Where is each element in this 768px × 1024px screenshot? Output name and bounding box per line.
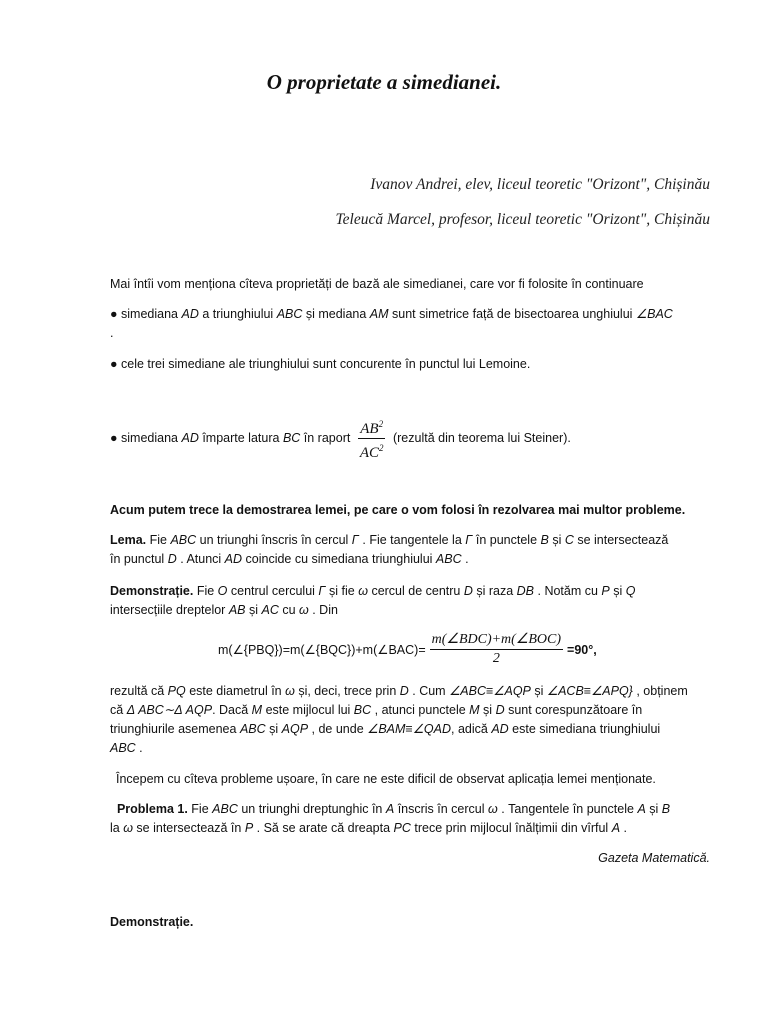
easy-problems-paragraph: Începem cu cîteva probleme ușoare, în care ne este dificil de observat aplicația lemei menționate.: [116, 772, 656, 786]
author-line-1: Ivanov Andrei, elev, liceul teoretic "Orizont", Chișinău: [370, 176, 710, 193]
problem-source: Gazeta Matematică.: [598, 851, 710, 865]
formula-fraction: $\frac{\text{m(∠BDC)+m(∠BOC)}}{2}$: [431, 632, 562, 666]
paper-title: O proprietate a simedianei.: [266, 70, 502, 94]
transition-paragraph: Acum putem trece la demostrarea lemei, pe care o vom folosi în rezolvarea mai multor probleme.: [110, 503, 686, 517]
intro-paragraph: Mai întîi vom menționa cîteva proprietăți de bază ale simedianei, care vor fi folosite în continuare: [110, 277, 644, 291]
bullet-lemoine: ● cele trei simediane ale triunghiului sunt concurente în punctul lui Lemoine.: [110, 357, 531, 371]
proof-continuation: rezultă că PQ este diametrul în ω și, deci, trece prin D . Cum ∠ABC≡∠AQP și ∠ACB≡∠APQ} , obținem că Δ ABC∼Δ AQP. Dacă M este mijlocul lui BC , atunci punctele M și D sunt corespunzătoare în triunghiurile asemenea ABC și AQP , de unde ∠BAM≡∠QAD, adică AD este simediana triunghiului ABC .: [110, 684, 688, 755]
proof-paragraph: Demonstrație. Fie O centrul cercului Γ și fie ω cercul de centru D și raza DB . Notăm cu P și Q intersecțiile dreptelor AB și AC cu ω . Din: [110, 584, 636, 617]
lemma-label: Lema.: [110, 533, 147, 547]
problem-1-label: Problema 1.: [116, 802, 188, 816]
final-proof-label: Demonstrație.: [110, 915, 194, 929]
ratio-fraction: $\frac{AB^2}{AC^2}$: [358, 415, 386, 462]
proof-label: Demonstrație.: [110, 584, 194, 598]
bullet-symmetry: ● simediana AD a triunghiului ABC și mediana AM sunt simetrice față de bisectoarea unghiului ∠BAC .: [110, 307, 673, 340]
lemma-paragraph: Lema. Fie ABC un triunghi înscris în cercul Γ . Fie tangentele la Γ în punctele B și C se intersectează în punctul D . Atunci AD coincide cu simediana triunghiului ABC .: [110, 533, 669, 566]
author-line-2: Teleucă Marcel, profesor, liceul teoretic "Orizont", Chișinău: [335, 211, 710, 228]
problem-1: Problema 1. Fie ABC un triunghi dreptunghic în A înscris în cercul ω . Tangentele în punctele A și B la ω se intersectează în P . Să se arate că dreapta PC trece prin mijlocul înălțimii din vîrful A .: [110, 802, 671, 835]
angle-formula: m(∠{PBQ})=m(∠{BQC})+m(∠BAC)= $\frac{\text{m(∠BDC)+m(∠BOC)}}{2}$ =90°,: [218, 632, 597, 666]
bullet-ratio: ● simediana AD împarte latura BC în raport $\frac{AB^2}{AC^2}$ (rezultă din teorema lui Steiner).: [110, 415, 715, 462]
